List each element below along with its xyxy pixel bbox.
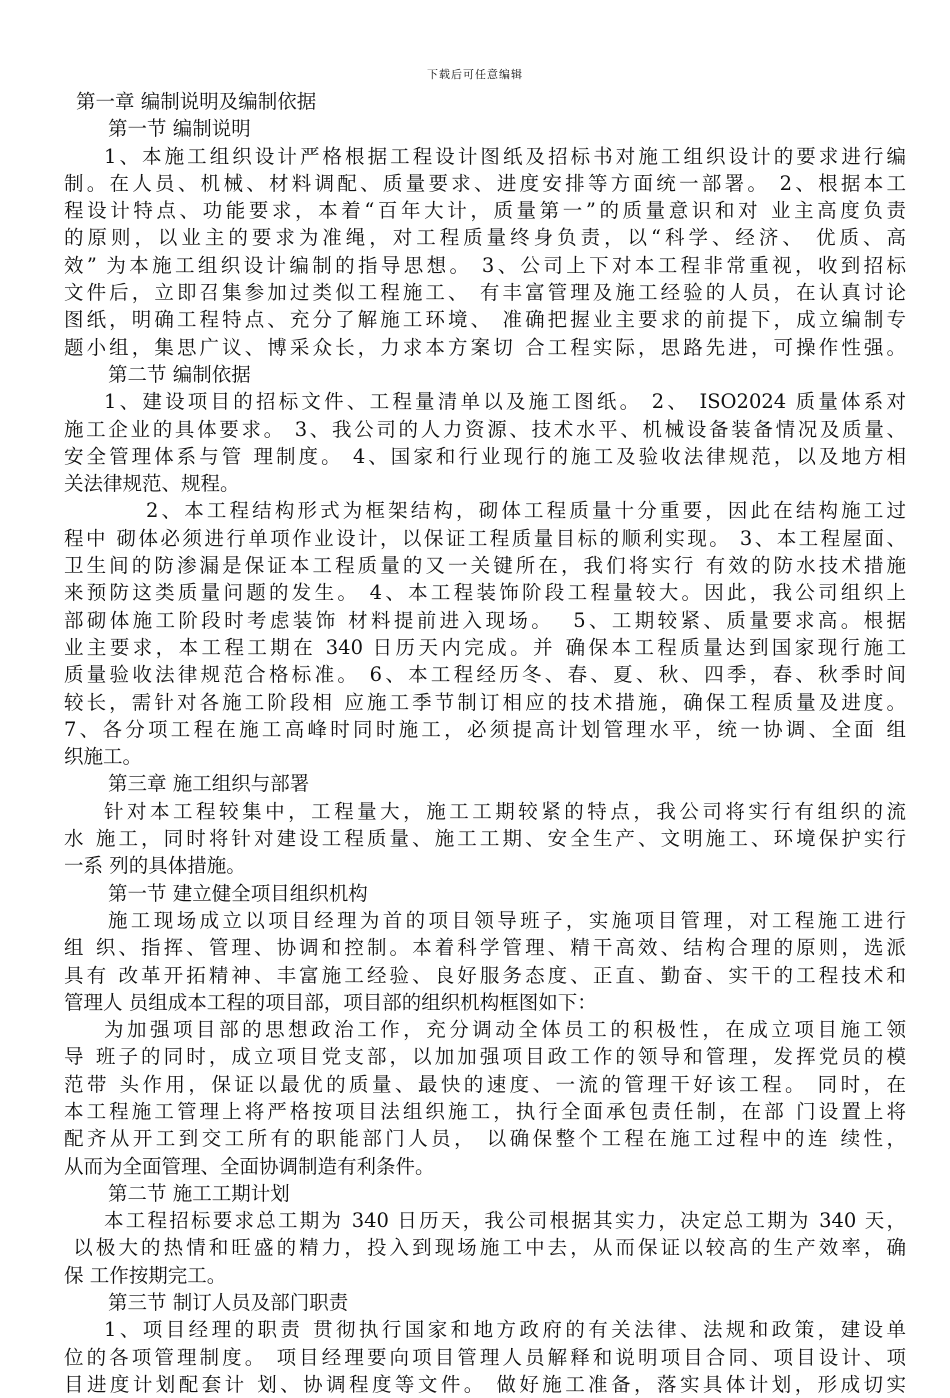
paragraph-line: 一系 列的具体措施。 <box>64 854 246 878</box>
header-note: 下载后可任意编辑 <box>427 68 523 81</box>
paragraph-line: 1、本施工组织设计严格根据工程设计图纸及招标书对施工组织设计的要求进行编 <box>104 144 906 168</box>
paragraph-line: 本工程施工管理上将严格按项目法组织施工，执行全面承包责任制，在部 门设置上将 <box>64 1099 906 1123</box>
paragraph-line: 目进度计划配套计 划、协调程度等文件。 做好施工准备，落实具体计划，形成切实 <box>64 1372 906 1396</box>
paragraph-line: 施工现场成立以项目经理为首的项目领导班子，实施项目管理，对工程施工进行 <box>108 908 906 932</box>
paragraph-line: 配齐从开工到交工所有的职能部门人员， 以确保整个工程在施工过程中的连 续性， <box>64 1127 906 1151</box>
paragraph-line: 针对本工程较集中，工程量大，施工工期较紧的特点，我公司将实行有组织的流 <box>104 799 906 823</box>
paragraph-line: 为加强项目部的思想政治工作，充分调动全体员工的积极性，在成立项目施工领 <box>104 1018 906 1042</box>
paragraph-line: 本工程招标要求总工期为 340 日历天，我公司根据其实力，决定总工期为 340 天， <box>104 1209 906 1233</box>
section-heading: 第三节 制订人员及部门职责 <box>108 1291 349 1315</box>
paragraph-line: 卫生间的防渗漏是保证本工程质量的又一关键所在，我们将实行 有效的防水技术措施 <box>64 554 906 578</box>
paragraph-line: 从而为全面管理、全面协调制造有利条件。 <box>64 1154 435 1178</box>
paragraph-line: 1、项目经理的职责 贯彻执行国家和地方政府的有关法律、法规和政策，建设单 <box>104 1318 906 1342</box>
paragraph-line: 关法律规范、规程。 <box>64 472 240 496</box>
paragraph-line: 导 班子的同时，成立项目党支部，以加加强项目政工作的领导和管理，发挥党员的模 <box>64 1045 906 1069</box>
paragraph-line: 7、各分项工程在施工高峰时同时施工，必须提高计划管理水平，统一协调、全面 组 <box>64 717 906 741</box>
paragraph-line: 施工企业的具体要求。 3、我公司的人力资源、技术水平、机械设备装备情况及质量、 <box>64 417 906 441</box>
paragraph-line: 具有 改革开拓精神、丰富施工经验、良好服务态度、正直、勤奋、实干的工程技术和 <box>64 963 906 987</box>
paragraph-line: 效” 为本施工组织设计编制的指导思想。 3、公司上下对本工程非常重视，收到招标 <box>64 253 906 277</box>
paragraph-line: 范带 头作用，保证以最优的质量、最快的速度、一流的管理干好该工程。 同时，在 <box>64 1072 906 1096</box>
paragraph-line: 组 织、指挥、管理、协调和控制。本着科学管理、精干高效、结构合理的原则，选派 <box>64 936 906 960</box>
paragraph-line: 较长，需针对各施工阶段相 应施工季节制订相应的技术措施，确保工程质量及进度。 <box>64 690 906 714</box>
paragraph-line: 水 施工，同时将针对建设工程质量、施工工期、安全生产、文明施工、环境保护实行 <box>64 827 906 851</box>
paragraph-line: 题小组，集思广议、博采众长，力求本方案切 合工程实际，思路先进，可操作性强。 <box>64 335 906 359</box>
paragraph-line: 来预防这类质量问题的发生。 4、本工程装饰阶段工程量较大。因此，我公司组织上 <box>64 581 906 605</box>
chapter-heading: 第一章 编制说明及编制依据 <box>76 90 317 113</box>
paragraph-line: 程设计特点、功能要求，本着“百年大计，质量第一”的质量意识和对 业主高度负责 <box>64 199 906 223</box>
paragraph-line: 图纸，明确工程特点、充分了解施工环境、 准确把握业主要求的前提下，成立编制专 <box>64 308 906 332</box>
paragraph-line: 以极大的热情和旺盛的精力，投入到现场施工中去，从而保证以较高的生产效率，确 <box>64 1236 906 1260</box>
paragraph-line: 业主要求，本工程工期在 340 日历天内完成。并 确保本工程质量达到国家现行施工 <box>64 635 906 659</box>
section-heading: 第一节 建立健全项目组织机构 <box>108 881 368 905</box>
section-heading: 第二节 施工工期计划 <box>108 1181 290 1205</box>
paragraph-line: 保 工作按期完工。 <box>64 1263 227 1287</box>
paragraph-line: 位的各项管理制度。 项目经理要向项目管理人员解释和说明项目合同、项目设计、项 <box>64 1345 906 1369</box>
paragraph-line: 的原则，以业主的要求为准绳，对工程质量终身负责，以“科学、经济、 优质、高 <box>64 226 906 250</box>
paragraph-line: 制。在人员、机械、材料调配、质量要求、进度安排等方面统一部署。 2、根据本工 <box>64 171 906 195</box>
paragraph-line: 文件后，立即召集参加过类似工程施工、 有丰富管理及施工经验的人员，在认真讨论 <box>64 281 906 305</box>
document-body <box>64 88 906 1398</box>
paragraph-line: 安全管理体系与管 理制度。 4、国家和行业现行的施工及验收法律规范，以及地方相 <box>64 444 906 468</box>
section-heading: 第一节 编制说明 <box>108 117 251 141</box>
chapter-heading: 第三章 施工组织与部署 <box>108 772 310 796</box>
paragraph-line: 1、建设项目的招标文件、工程量清单以及施工图纸。 2、 ISO2024 质量体系对 <box>104 390 906 414</box>
section-heading: 第二节 编制依据 <box>108 362 251 386</box>
paragraph-line: 部砌体施工阶段时考虑装饰 材料提前进入现场。 5、工期较紧、质量要求高。根据 <box>64 608 906 632</box>
paragraph-line: 管理人 员组成本工程的项目部，项目部的组织机构框图如下： <box>64 990 597 1014</box>
paragraph-line: 程中 砌体必须进行单项作业设计，以保证工程质量目标的顺利实现。 3、本工程屋面、 <box>64 526 906 550</box>
paragraph-line: 织施工。 <box>64 745 143 769</box>
paragraph-line: 2、本工程结构形式为框架结构，砌体工程质量十分重要，因此在结构施工过 <box>146 499 906 523</box>
paragraph-line: 质量验收法律规范合格标准。 6、本工程经历冬、春、夏、秋、四季，春、秋季时间 <box>64 663 906 687</box>
